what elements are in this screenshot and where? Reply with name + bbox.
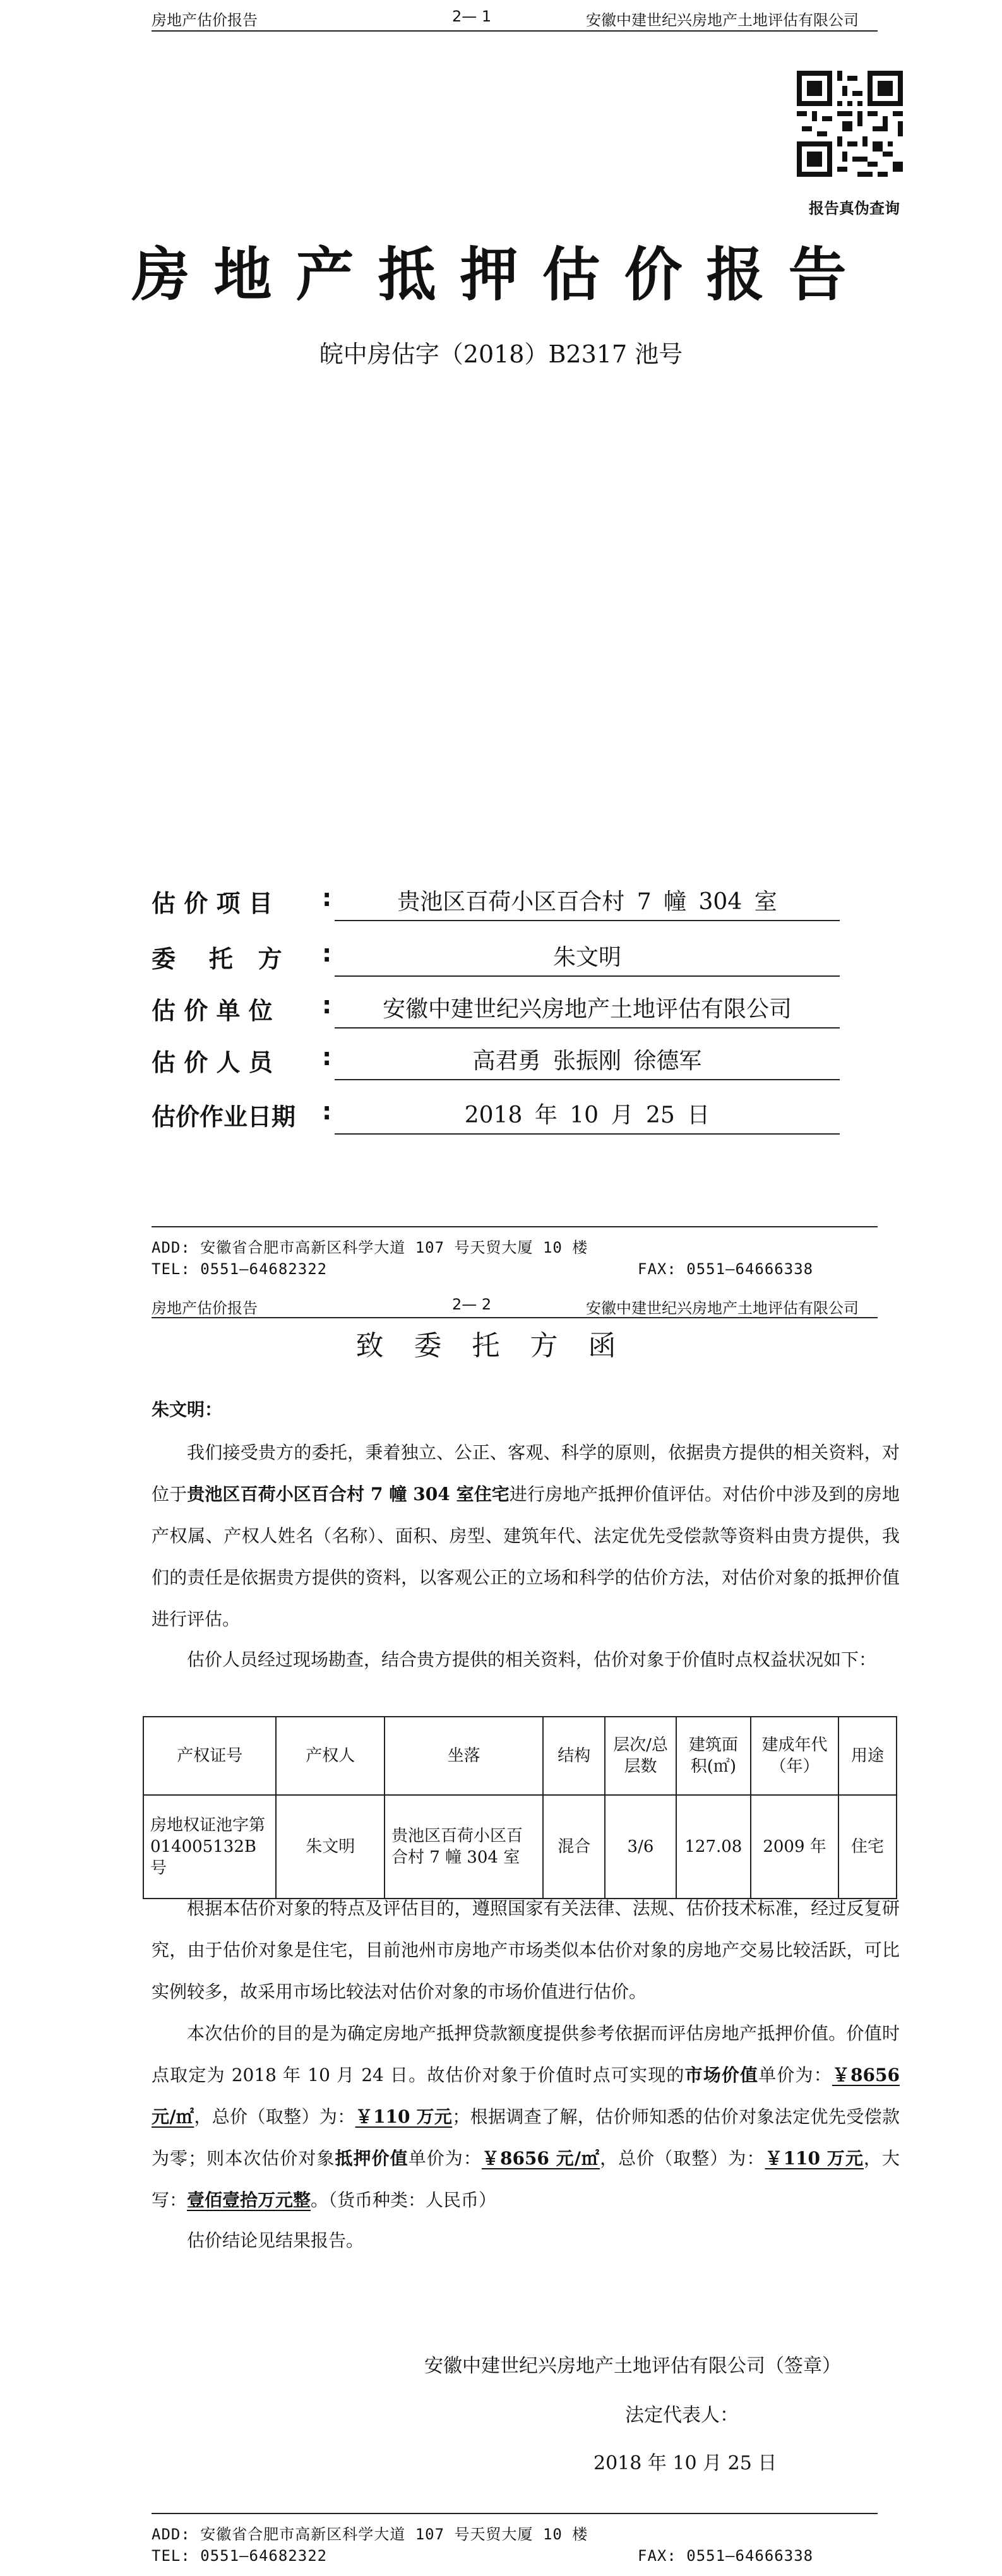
text: ，大写： [152,2148,900,2210]
table-header-cell: 产权人 [276,1717,385,1795]
page-header-page-number: 2— 2 [452,1296,492,1313]
page-header-right: 安徽中建世纪兴房地产土地评估有限公司 [586,1299,859,1317]
footer-address: ADD: 安徽省合肥市高新区科学大道 107 号天贸大厦 10 楼 [152,2525,588,2543]
table-header-cell: 层次/总层数 [605,1717,676,1795]
info-value: 2018 年 10 月 25 日 [335,1097,840,1135]
page-header-right: 安徽中建世纪兴房地产土地评估有限公司 [586,11,859,29]
footer-fax: FAX: 0551—64666338 [638,1260,814,1278]
qr-verification-caption: 报告真伪查询 [809,200,900,217]
text: ；根据调查了解，估价师知悉的估价对象法定优先受偿款为零；则本次估价对象 [152,2106,900,2169]
info-colon: : [322,1043,332,1071]
info-value: 安徽中建世纪兴房地产土地评估有限公司 [335,991,840,1029]
text: 我们接受贵方的委托，秉着独立、公正、客观、科学的原则，依据贵方提供的相关资料，对位于 [152,1442,900,1505]
property-table [143,1716,897,1899]
text: 本次估价的目的是为确定房地产抵押贷款额度提供参考依据而评估房地产抵押价值。价值时点取定为 2018 年 10 月 24 日。故估价对象于价值时点可实现的 [152,2023,900,2085]
table-header-cell: 建成年代（年） [751,1717,838,1795]
qr-code-icon[interactable] [797,71,903,177]
mortgage-value-label: 抵押价值 [335,2148,409,2169]
table-header-cell: 产权证号 [143,1717,276,1795]
table-cell: 2009 年 [751,1795,838,1899]
info-row-date [152,1097,878,1136]
text: ，总价（取整）为： [600,2148,765,2169]
header-rule [152,30,878,32]
page-header-left: 房地产估价报告 [152,1299,258,1317]
info-label: 估 价 单 位 [152,997,273,1025]
table-header-cell: 结构 [543,1717,605,1795]
table-cell: 住宅 [838,1795,897,1899]
salutation: 朱文明： [152,1399,223,1420]
table-row [143,1795,897,1899]
signature-date: 2018 年 10 月 25 日 [593,2452,777,2474]
report-number: 皖中房估字（2018）B2317 池号 [319,340,683,368]
text: 单价为： [758,2065,832,2085]
report-title: 房地产抵押估价报告 [131,241,871,309]
paragraph-5: 估价结论见结果报告。 [187,2230,364,2251]
footer-address: ADD: 安徽省合肥市高新区科学大道 107 号天贸大厦 10 楼 [152,1239,588,1256]
text: 。（货币种类：人民币） [311,2190,497,2210]
table-header-cell: 用途 [838,1717,897,1795]
footer-fax: FAX: 0551—64666338 [638,2547,814,2565]
signature-company: 安徽中建世纪兴房地产土地评估有限公司（签章） [424,2355,841,2377]
text: 进行房地产抵押价值评估。对估价中涉及到的房地产权属、产权人姓名（名称）、面积、房型、建筑年代、法定优先受偿款等资料由贵方提供，我们的责任是依据贵方提供的资料，以客观公正的立场和科学的估价方法，对估价对象的抵押价值进行评估。 [152,1484,900,1630]
table-cell: 混合 [543,1795,605,1899]
property-address: 贵池区百荷小区百合村 7 幢 304 室住宅 [187,1484,510,1505]
mortgage-total-price: ￥110 万元 [765,2148,864,2169]
footer-tel: TEL: 0551—64682322 [152,2547,328,2565]
paragraph-3: 根据本估价对象的特点及评估目的，遵照国家有关法律、法规、估价技术标准，经过反复研究，由于估价对象是住宅，目前池州市房地产市场类似本估价对象的房地产交易比较活跃，可比实例较多，故采用市场比较法对估价对象的市场价值进行估价。 [152,1898,900,2002]
market-total-price: ￥110 万元 [355,2106,453,2127]
table-cell: 3/6 [605,1795,676,1899]
info-label: 估 价 人 员 [152,1049,273,1076]
table-header-row [143,1717,897,1795]
page-header-left: 房地产估价报告 [152,11,258,29]
info-row-appraiser-unit [152,991,878,1030]
table-cell: 朱文明 [276,1795,385,1899]
info-value: 贵池区百荷小区百合村 7 幢 304 室 [335,884,840,921]
page-header-page-number: 2— 1 [452,8,492,25]
table-cell: 贵池区百荷小区百合村 7 幢 304 室 [385,1795,543,1899]
amount-in-words: 壹佰壹拾万元整 [187,2190,311,2210]
info-colon: : [322,991,332,1019]
info-colon: : [322,939,332,967]
mortgage-unit-price: ￥8656 元/㎡ [481,2148,600,2169]
signature-legal-representative: 法定代表人： [625,2404,739,2426]
info-colon: : [322,884,332,912]
paragraph-4 [152,2013,900,2221]
info-value: 朱文明 [335,939,840,977]
text: 单价为： [408,2148,482,2169]
info-label: 委 托 方 [152,945,282,973]
text: ，总价（取整）为： [194,2106,355,2127]
info-row-project [152,884,878,923]
market-unit-price: ￥8656 元/㎡ [152,2065,900,2127]
footer-rule [152,1226,878,1227]
info-row-client [152,939,878,979]
market-value-label: 市场价值 [684,2065,759,2085]
info-label: 估价作业日期 [152,1103,296,1131]
table-cell: 127.08 [676,1795,751,1899]
info-value: 高君勇 张振刚 徐德军 [335,1043,840,1080]
paragraph-1 [152,1432,900,1640]
footer-tel: TEL: 0551—64682322 [152,1260,328,1278]
table-header-cell: 坐落 [385,1717,543,1795]
info-colon: : [322,1097,332,1125]
paragraph-2: 估价人员经过现场勘查，结合贵方提供的相关资料，估价对象于价值时点权益状况如下： [187,1649,877,1670]
footer-rule [152,2513,878,2514]
info-label: 估 价 项 目 [152,890,273,917]
letter-title: 致委托方函 [355,1330,647,1362]
table-cell: 房地权证池字第 014005132B 号 [143,1795,276,1899]
info-row-appraisers [152,1043,878,1082]
table-header-cell: 建筑面积(㎡) [676,1717,751,1795]
header-rule [152,1317,878,1318]
